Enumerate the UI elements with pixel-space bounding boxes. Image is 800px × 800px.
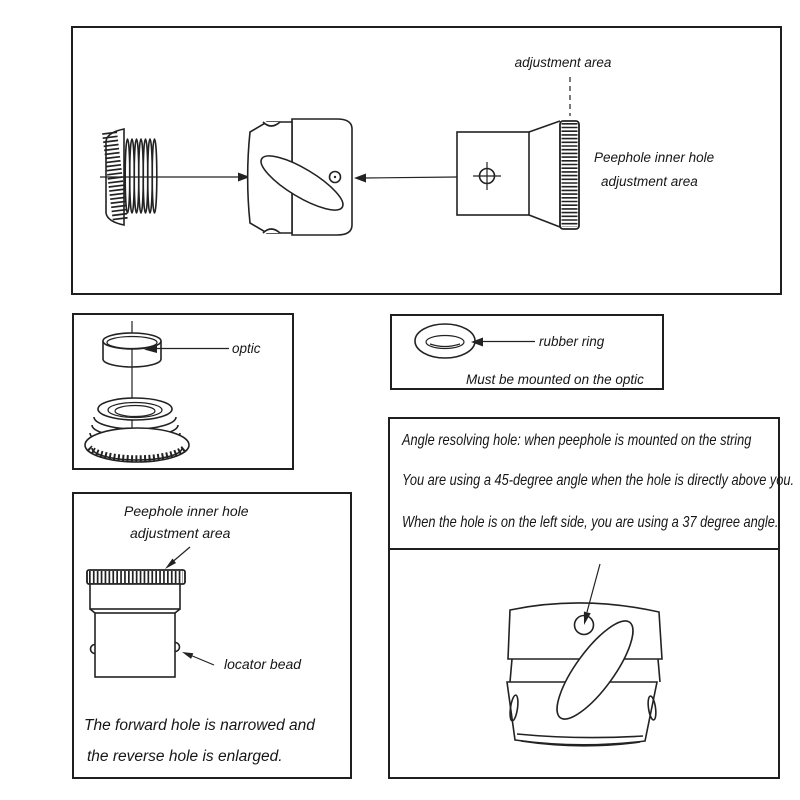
optic-panel	[72, 313, 294, 470]
caption-line1: The forward hole is narrowed and	[84, 717, 315, 734]
bead-pointer-arrow	[182, 652, 214, 665]
rubber-ring-panel	[390, 314, 664, 390]
peephole-housing-drawing	[248, 119, 352, 235]
peephole-angled-drawing	[390, 550, 778, 777]
rubber-ring-note: Must be mounted on the optic	[466, 372, 644, 387]
caption-line2: the reverse hole is enlarged.	[87, 748, 283, 765]
optic-label: optic	[232, 341, 261, 356]
threaded-base-drawing	[85, 398, 189, 462]
inner-hole-label-line2: adjustment area	[601, 174, 698, 189]
adjuster-drawing	[457, 77, 579, 229]
peephole-angled-body	[507, 603, 662, 746]
angle-drawing-panel	[388, 548, 780, 779]
optic-pointer-arrow	[144, 345, 229, 353]
side-label-line2: adjustment area	[130, 525, 231, 541]
angle-note-line-1: Angle resolving hole: when peephole is mounted on the string	[402, 432, 752, 449]
peephole-side-panel	[72, 492, 352, 779]
assembly-arrow-left	[354, 174, 457, 183]
peephole-side-body	[87, 570, 185, 677]
inner-hole-label-line1: Peephole inner hole	[594, 150, 715, 165]
ring-pointer-arrow	[471, 338, 535, 347]
angle-note-line-3: When the hole is on the left side, you are using a 37 degree angle.	[402, 514, 779, 531]
angle-note-panel	[388, 417, 795, 550]
adjustment-area-label: adjustment area	[514, 55, 612, 70]
rubber-ring-label: rubber ring	[539, 334, 605, 349]
angle-note-line-2: You are using a 45-degree angle when the hole is directly above you.	[402, 472, 795, 489]
side-label-line1: Peephole inner hole	[124, 503, 249, 519]
optic-drawing	[74, 315, 292, 468]
exploded-view-panel	[71, 26, 782, 295]
cap-pointer-arrow	[165, 547, 190, 569]
locator-bead-label: locator bead	[224, 656, 302, 672]
